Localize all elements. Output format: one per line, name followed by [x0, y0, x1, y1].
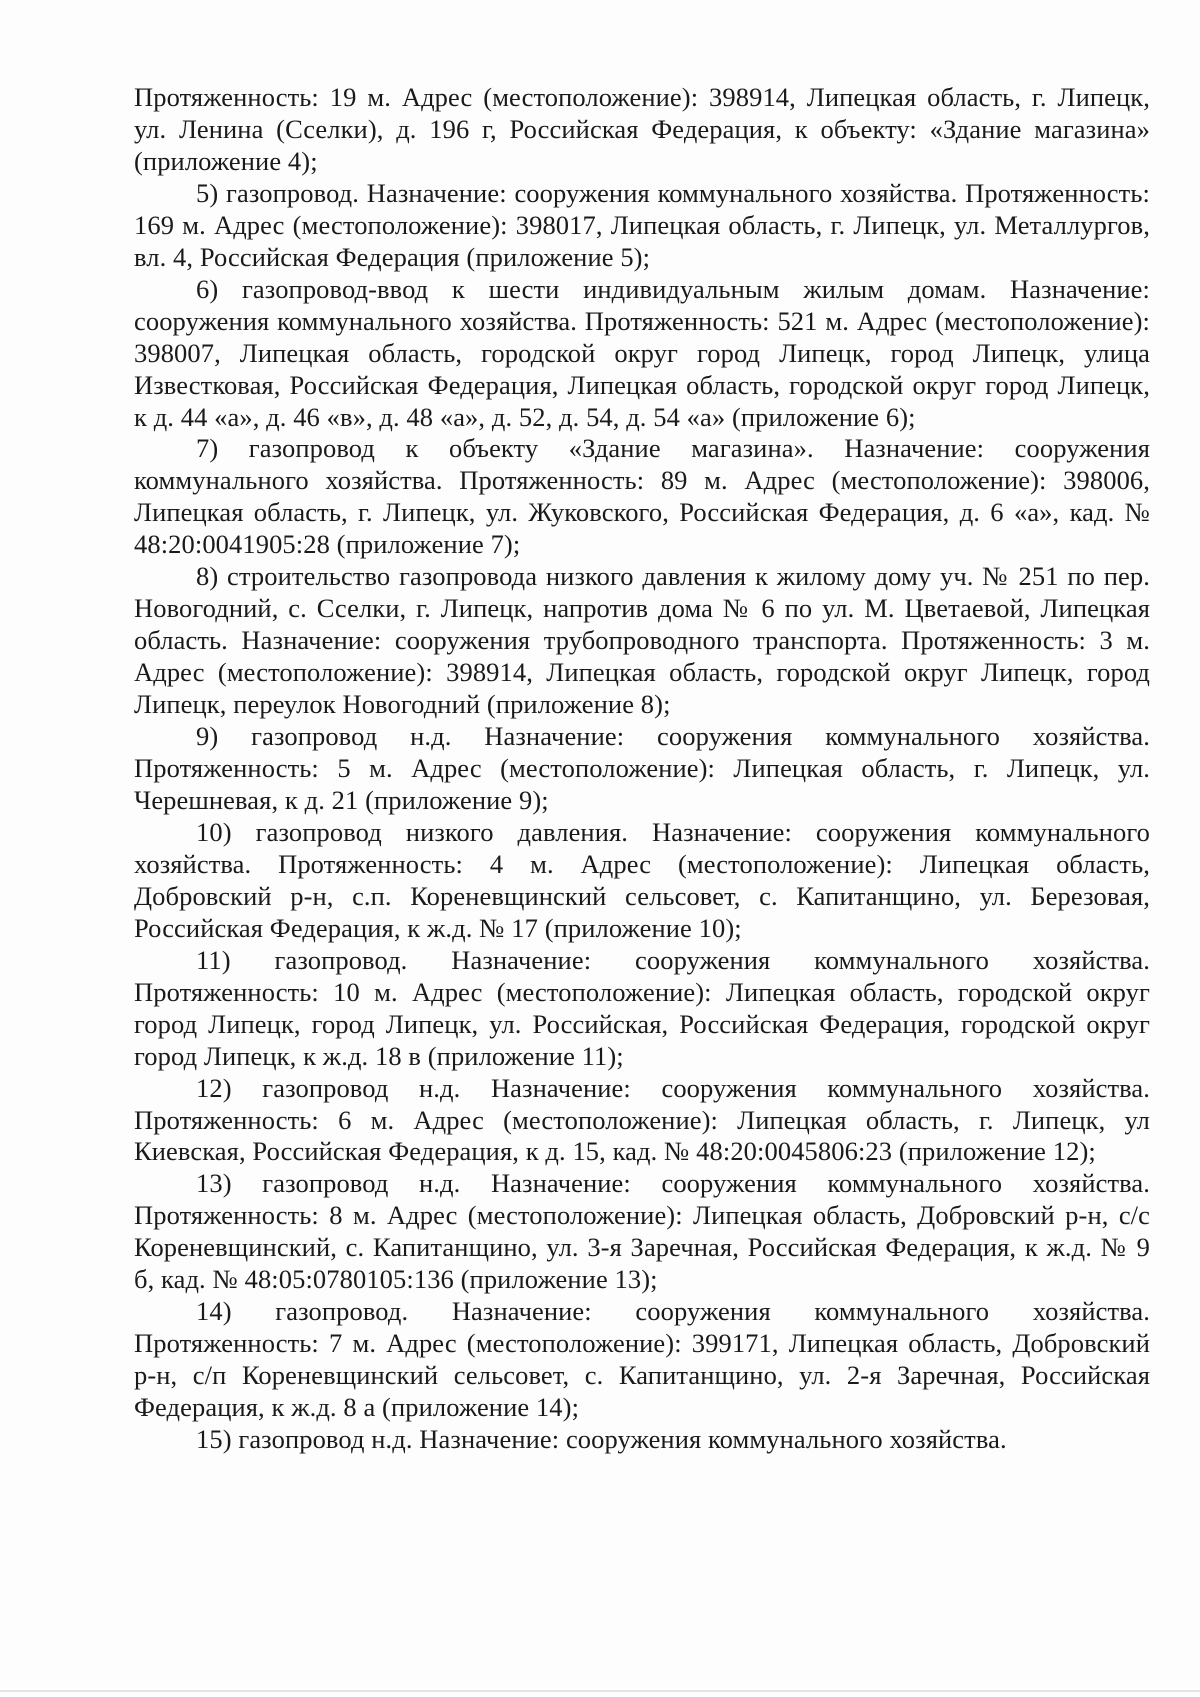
document-body [134, 82, 1150, 1456]
paragraph-item-14: 14) газопровод. Назначение: сооружения коммунального хозяйства. Протяженность: 7 м. Адрес (местоположение): 399171, Липецкая область, Добровский р-н, с/п Кореневщинский сельсовет, с. Капитанщино, ул. 2-я Заречная, Российская Федерация, к ж.д. 8 а (приложение 14); [134, 1296, 1150, 1423]
paragraph-item-13: 13) газопровод н.д. Назначение: сооружения коммунального хозяйства. Протяженность: 8 м. Адрес (местоположение): Липецкая область, Добровский р-н, с/с Кореневщинский, с. Капитанщино, ул. 3-я Заречная, Российская Федерация, к ж.д. № 9 б, кад. № 48:05:0780105:136 (приложение 13); [134, 1168, 1150, 1295]
paragraph-item-5: 5) газопровод. Назначение: сооружения коммунального хозяйства. Протяженность: 169 м. Адрес (местоположение): 398017, Липецкая область, г. Липецк, ул. Металлургов, вл. 4, Российская Федерация (приложение 5); [134, 177, 1150, 272]
paragraph-item-10: 10) газопровод низкого давления. Назначение: сооружения коммунального хозяйства. Протяженность: 4 м. Адрес (местоположение): Липецкая область, Добровский р-н, с.п. Кореневщинский сельсовет, с. Капитанщино, ул. Березовая, Российская Федерация, к ж.д. № 17 (приложение 10); [134, 816, 1150, 943]
paragraph-item-11: 11) газопровод. Назначение: сооружения коммунального хозяйства. Протяженность: 10 м. Адрес (местоположение): Липецкая область, городской округ город Липецк, город Липецк, ул. Российская, Российская Федерация, городской округ город Липецк, к ж.д. 18 в (приложение 11); [134, 944, 1150, 1071]
paragraph-item-9: 9) газопровод н.д. Назначение: сооружения коммунального хозяйства. Протяженность: 5 м. Адрес (местоположение): Липецкая область, г. Липецк, ул. Черешневая, к д. 21 (приложение 9); [134, 721, 1150, 815]
paragraph-item-7: 7) газопровод к объекту «Здание магазина». Назначение: сооружения коммунального хозяйства. Протяженность: 89 м. Адрес (местоположение): 398006, Липецкая область, г. Липецк, ул. Жуковского, Российская Федерация, д. 6 «а», кад. № 48:20:0041905:28 (приложение 7); [134, 433, 1150, 560]
paragraph-item-8: 8) строительство газопровода низкого давления к жилому дому уч. № 251 по пер. Новогодний, с. Сселки, г. Липецк, напротив дома № 6 по ул. М. Цветаевой, Липецкая область. Назначение: сооружения трубопроводного транспорта. Протяженность: 3 м. Адрес (местоположение): 398914, Липецкая область, городской округ Липецк, город Липецк, переулок Новогодний (приложение 8); [134, 561, 1150, 720]
paragraph-item-15: 15) газопровод н.д. Назначение: сооружения коммунального хозяйства. [196, 1424, 1007, 1455]
paragraph-item-12: 12) газопровод н.д. Назначение: сооружения коммунального хозяйства. Протяженность: 6 м. Адрес (местоположение): Липецкая область, г. Липецк, ул Киевская, Российская Федерация, к д. 15, кад. № 48:20:0045806:23 (приложение 12); [134, 1072, 1150, 1167]
page-bottom-edge [0, 1690, 1200, 1692]
paragraph-item-6: 6) газопровод-ввод к шести индивидуальным жилым домам. Назначение: сооружения коммунального хозяйства. Протяженность: 521 м. Адрес (местоположение): 398007, Липецкая область, городской округ город Липецк, город Липецк, улица Известковая, Российская Федерация, Липецкая область, городской округ город Липецк, к д. 44 «а», д. 46 «в», д. 48 «а», д. 52, д. 54, д. 54 «а» (приложение 6); [134, 273, 1150, 432]
paragraph-continuation: Протяженность: 19 м. Адрес (местоположение): 398914, Липецкая область, г. Липецк, ул. Ленина (Сселки), д. 196 г, Российская Федерация, к объекту: «Здание магазина» (приложение 4); [134, 82, 1150, 176]
